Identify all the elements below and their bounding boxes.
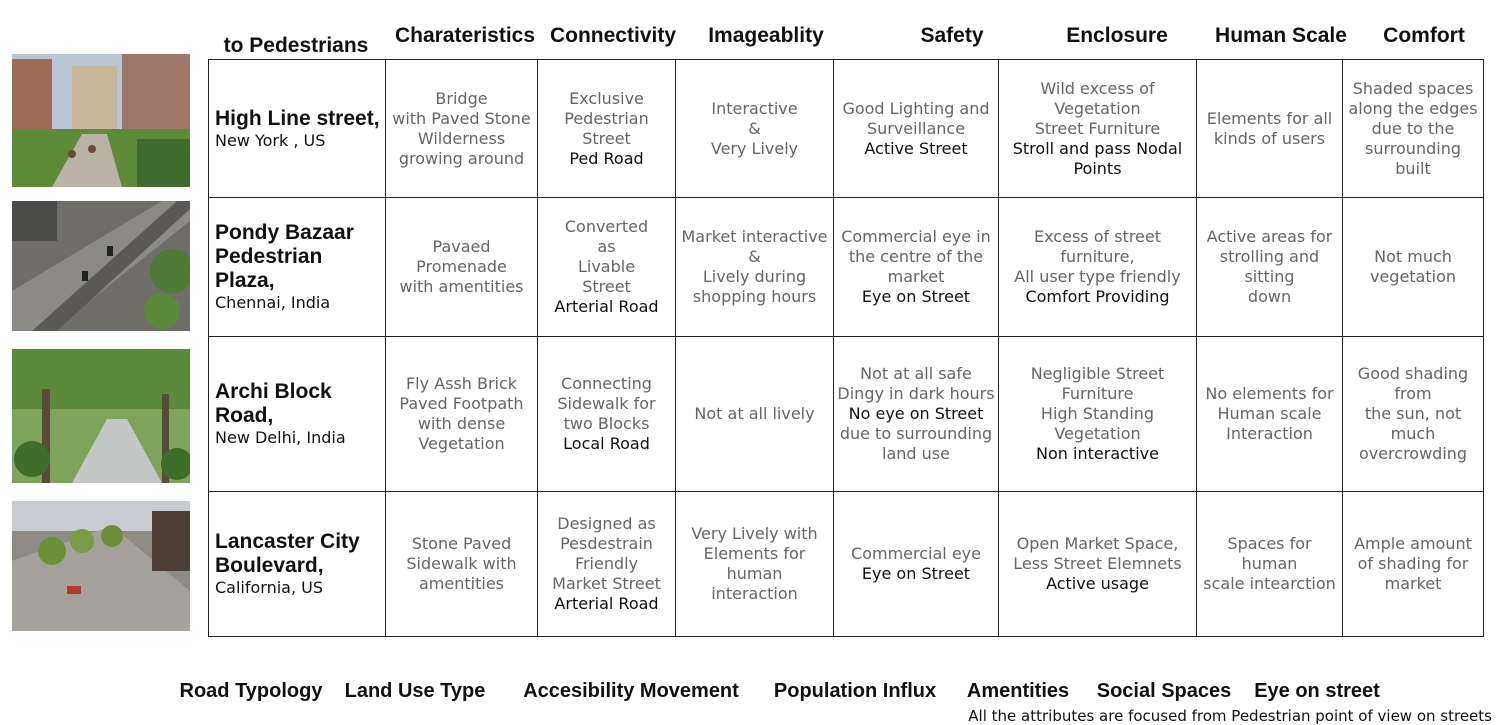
table-cell <box>999 337 1197 492</box>
cell-text-line: Stone Paved <box>411 534 512 553</box>
cell-text-line: human <box>726 564 783 583</box>
cell-text-line: vegetation <box>1369 267 1457 286</box>
place-cell <box>209 60 386 198</box>
table-cell <box>834 198 999 337</box>
cell-text-line: interaction <box>711 584 798 603</box>
comparison-table <box>208 59 1484 637</box>
cell-text-line: Active Street <box>864 138 968 158</box>
place-cell <box>209 337 386 492</box>
table-row <box>209 60 1484 198</box>
table-row <box>209 198 1484 337</box>
cell-text-line: Open Market Space, <box>1016 534 1179 553</box>
cell-text-line: & <box>748 118 761 138</box>
footer-label-eye-on-street: Eye on street <box>1254 680 1380 702</box>
cell-text-line: Dingy in dark hours <box>837 384 995 403</box>
cell-text-line: Street <box>582 128 631 148</box>
place-cell <box>209 198 386 337</box>
footer-label-population-influx: Population Influx <box>773 680 937 702</box>
cell-text-line: Commercial eye <box>851 544 981 563</box>
table-cell <box>999 198 1197 337</box>
cell-text-line: Fly Assh Brick <box>405 374 518 393</box>
table-cell <box>1197 337 1343 492</box>
table-cell <box>1343 492 1484 637</box>
cell-text-line: Commercial eye in <box>841 227 991 246</box>
cell-text-line: Interaction <box>1226 424 1313 443</box>
cell-text-line: No elements for <box>1205 384 1334 403</box>
cell-text-line: Interactive <box>711 98 798 118</box>
cell-text-line: High Standing Vegetation <box>1040 404 1155 443</box>
table-cell <box>386 60 538 198</box>
table-cell <box>676 492 834 637</box>
cell-text-line: Excess of street furniture, <box>1034 227 1161 266</box>
cell-text-line: Negligible Street Furniture <box>1030 364 1165 403</box>
table-cell <box>999 492 1197 637</box>
column-header-pedestrians: to Pedestrians <box>223 34 369 57</box>
footnote: All the attributes are focused from Pedestrian point of view on streets <box>968 707 1492 725</box>
cell-text-line: Lively during <box>702 267 807 286</box>
cell-text-line: Converted <box>564 217 649 236</box>
place-name: High Line street, <box>215 106 380 130</box>
table-cell <box>676 337 834 492</box>
cell-text-line: amentities <box>419 574 504 593</box>
cell-text-line: Sidewalk with <box>406 554 517 573</box>
lancaster-photo <box>12 501 190 631</box>
cell-text-line: Exclusive <box>569 88 644 108</box>
cell-text-line: market <box>1384 574 1442 593</box>
table-cell <box>1343 337 1484 492</box>
cell-text-line: with dense <box>417 414 506 433</box>
column-header-comfort: Comfort <box>1383 24 1465 47</box>
cell-text-line: Not at all lively <box>694 404 815 423</box>
table-cell <box>1197 60 1343 198</box>
cell-text-line: strolling and sitting <box>1219 247 1320 286</box>
footer-label-accessibility-movement: Accesibility Movement <box>523 680 739 702</box>
cell-text-line: Arterial Road <box>554 594 659 613</box>
column-header-human-scale: Human Scale <box>1215 24 1347 47</box>
table-row <box>209 492 1484 637</box>
cell-text-line: No eye on Street <box>848 404 984 423</box>
table-cell <box>676 60 834 198</box>
table-cell <box>1343 60 1484 198</box>
cell-text-line: surrounding built <box>1365 138 1461 178</box>
place-location: California, US <box>215 578 324 597</box>
table-cell <box>386 337 538 492</box>
table-cell <box>1197 198 1343 337</box>
cell-text-line: Non interactive <box>1036 444 1159 463</box>
table-row <box>209 337 1484 492</box>
cell-text-line: with amentities <box>399 277 524 296</box>
cell-text-line: Pedestrian <box>564 108 649 128</box>
cell-text-line: Less Street Elemnets <box>1013 554 1182 573</box>
cell-text-line: Ample amount <box>1354 534 1472 553</box>
cell-text-line: Livable <box>577 257 636 276</box>
table-cell <box>538 337 676 492</box>
cell-text-line: Promenade <box>416 257 507 276</box>
cell-text-line: Arterial Road <box>554 297 659 316</box>
cell-text-line: Shaded spaces <box>1352 78 1474 98</box>
cell-text-line: Street Furniture <box>1034 118 1161 138</box>
cell-text-line: as <box>597 237 616 256</box>
cell-text-line: along the edges <box>1348 98 1478 118</box>
cell-text-line: Active usage <box>1046 574 1149 593</box>
cell-text-line: Active areas for <box>1206 227 1333 246</box>
place-location: New Delhi, India <box>215 428 346 447</box>
table-cell <box>834 60 999 198</box>
cell-text-line: Good Lighting and <box>842 98 990 118</box>
column-header-characteristics: Charateristics <box>394 24 536 47</box>
table-cell <box>386 198 538 337</box>
cell-text-line: Wild excess of Vegetation <box>1040 78 1155 118</box>
column-header-connectivity: Connectivity <box>549 24 677 47</box>
cell-text-line: Ped Road <box>569 148 644 168</box>
table-cell <box>834 492 999 637</box>
cell-text-line: growing around <box>398 148 525 168</box>
place-name: Archi Block Road, <box>215 380 332 427</box>
cell-text-line: All user type friendly <box>1014 267 1181 286</box>
cell-text-line: Pavaed <box>432 237 491 256</box>
footer-label-road-typology: Road Typology <box>179 680 323 702</box>
cell-text-line: Not at all safe <box>860 364 972 383</box>
cell-text-line: Paved Footpath <box>399 394 524 413</box>
footer-label-land-use-type: Land Use Type <box>344 680 486 702</box>
cell-text-line: Bridge <box>435 88 488 108</box>
cell-text-line: Elements for all <box>1206 108 1333 128</box>
cell-text-line: Street <box>582 277 631 296</box>
place-cell <box>209 492 386 637</box>
table-cell <box>834 337 999 492</box>
cell-text-line: overcrowding <box>1358 444 1468 463</box>
table-cell <box>1197 492 1343 637</box>
table-cell <box>676 198 834 337</box>
cell-text-line: scale intearction <box>1203 574 1336 593</box>
cell-text-line: due to the <box>1371 118 1455 138</box>
cell-text-line: Pesdestrain <box>560 534 653 553</box>
table-cell <box>538 198 676 337</box>
table-cell <box>386 492 538 637</box>
cell-text-line: shopping hours <box>692 287 817 306</box>
cell-text-line: the centre of the <box>848 247 984 266</box>
cell-text-line: Spaces for human <box>1227 534 1312 573</box>
cell-text-line: Very Lively with <box>691 524 818 543</box>
cell-text-line: market <box>887 267 945 286</box>
table-cell <box>538 492 676 637</box>
footer-label-amenities: Amentities <box>966 680 1070 702</box>
cell-text-line: Eye on Street <box>861 564 971 583</box>
place-location: New York , US <box>215 130 326 150</box>
cell-text-line: the sun, not much <box>1364 404 1462 443</box>
cell-text-line: of shading for <box>1357 554 1469 573</box>
cell-text-line: Good shading from <box>1357 364 1469 403</box>
cell-text-line: Connecting <box>561 374 652 393</box>
place-name: Pondy Bazaar Pedestrian Plaza, <box>215 221 354 292</box>
cell-text-line: Wilderness <box>417 128 506 148</box>
cell-text-line: Local Road <box>563 434 650 453</box>
cell-text-line: Eye on Street <box>861 287 971 306</box>
table-cell <box>1343 198 1484 337</box>
cell-text-line: & <box>748 247 761 266</box>
high-line-photo <box>12 54 190 187</box>
cell-text-line: Human scale <box>1217 404 1322 423</box>
cell-text-line: land use <box>882 444 950 463</box>
table-cell <box>999 60 1197 198</box>
column-header-enclosure: Enclosure <box>1066 24 1168 47</box>
cell-text-line: down <box>1247 287 1292 306</box>
cell-text-line: Surveillance <box>866 118 966 138</box>
cell-text-line: Points <box>1073 158 1122 178</box>
cell-text-line: Vegetation <box>418 434 505 453</box>
cell-text-line: Market interactive <box>681 227 828 246</box>
place-location: Chennai, India <box>215 293 331 312</box>
cell-text-line: Designed as <box>557 514 656 533</box>
column-header-safety: Safety <box>920 24 984 47</box>
pondy-bazaar-photo <box>12 201 190 331</box>
archi-block-photo <box>12 349 190 483</box>
cell-text-line: Comfort Providing <box>1025 287 1170 306</box>
cell-text-line: Very Lively <box>710 138 799 158</box>
cell-text-line: with Paved Stone <box>392 108 531 128</box>
cell-text-line: two Blocks <box>563 414 650 433</box>
cell-text-line: kinds of users <box>1213 128 1326 148</box>
column-header-imageability: Imageablity <box>708 24 824 47</box>
cell-text-line: Elements for <box>703 544 806 563</box>
place-name: Lancaster City Boulevard, <box>215 530 360 577</box>
cell-text-line: Friendly <box>574 554 639 573</box>
cell-text-line: Market Street <box>552 574 661 593</box>
table-cell <box>538 60 676 198</box>
cell-text-line: Not much <box>1374 247 1452 266</box>
cell-text-line: due to surrounding <box>839 424 993 443</box>
footer-label-social-spaces: Social Spaces <box>1096 680 1232 702</box>
cell-text-line: Stroll and pass Nodal <box>1012 138 1183 158</box>
cell-text-line: Sidewalk for <box>557 394 656 413</box>
